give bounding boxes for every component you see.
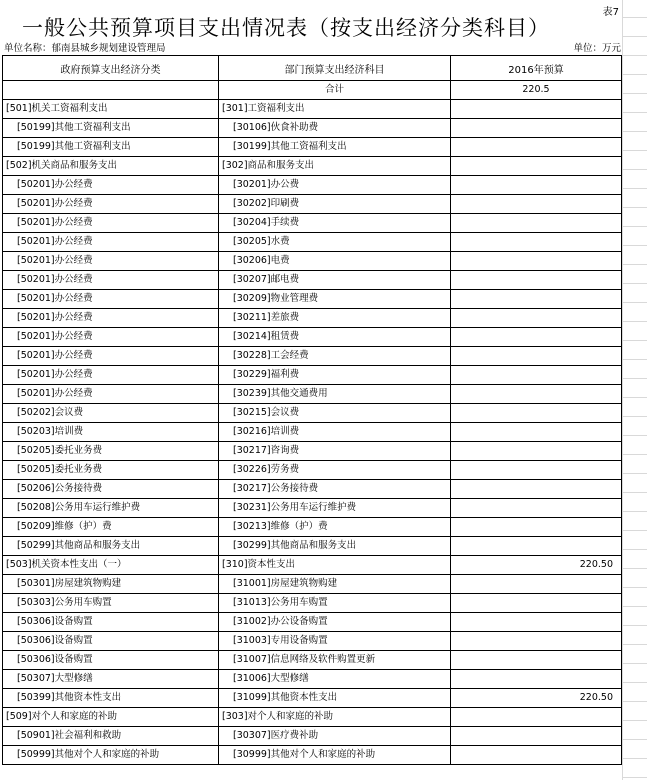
budget-value-cell: [451, 499, 622, 518]
dept-subject-cell: [30299]其他商品和服务支出: [219, 537, 451, 556]
budget-value-cell: [451, 176, 622, 195]
budget-value-cell: [451, 442, 622, 461]
gov-classification-cell: [50201]办公经费: [3, 195, 219, 214]
budget-value-cell: [451, 138, 622, 157]
dept-subject-cell: [30999]其他对个人和家庭的补助: [219, 746, 451, 765]
table-row: [3, 689, 622, 708]
gov-classification-cell: [50306]设备购置: [3, 632, 219, 651]
spreadsheet-grid-extension: [622, 0, 647, 780]
budget-value-cell: [451, 575, 622, 594]
gov-classification-cell: [50399]其他资本性支出: [3, 689, 219, 708]
dept-subject-cell: [30201]办公费: [219, 176, 451, 195]
gov-classification-cell: [50201]办公经费: [3, 309, 219, 328]
table-row: [3, 746, 622, 765]
table-row: [3, 328, 622, 347]
budget-value-cell: [451, 290, 622, 309]
gov-classification-cell: [50999]其他对个人和家庭的补助: [3, 746, 219, 765]
dept-subject-cell: [31001]房屋建筑物购建: [219, 575, 451, 594]
dept-subject-cell: [30213]维修（护）费: [219, 518, 451, 537]
budget-value-cell: [451, 613, 622, 632]
dept-subject-cell: [31013]公务用车购置: [219, 594, 451, 613]
total-label: 合计: [219, 81, 451, 100]
gov-classification-cell: [502]机关商品和服务支出: [3, 157, 219, 176]
gov-classification-cell: [50206]公务接待费: [3, 480, 219, 499]
budget-value-cell: [451, 537, 622, 556]
budget-value-cell: [451, 708, 622, 727]
gov-classification-cell: [50208]公务用车运行维护费: [3, 499, 219, 518]
dept-subject-cell: [30231]公务用车运行维护费: [219, 499, 451, 518]
dept-subject-cell: [30211]差旅费: [219, 309, 451, 328]
gov-classification-cell: [50201]办公经费: [3, 385, 219, 404]
budget-value-cell: [451, 632, 622, 651]
dept-subject-cell: [30204]手续费: [219, 214, 451, 233]
table-row: [3, 708, 622, 727]
dept-subject-cell: [30216]培训费: [219, 423, 451, 442]
budget-value-cell: [451, 252, 622, 271]
unit-currency: 单位：万元: [573, 43, 621, 54]
budget-value-cell: 220.50: [451, 556, 622, 575]
budget-value-cell: [451, 233, 622, 252]
budget-value-cell: [451, 214, 622, 233]
table-row: [3, 613, 622, 632]
unit-info-row: [4, 40, 621, 54]
budget-value-cell: [451, 404, 622, 423]
dept-subject-cell: [31099]其他资本性支出: [219, 689, 451, 708]
gov-classification-cell: [50307]大型修缮: [3, 670, 219, 689]
budget-value-cell: [451, 157, 622, 176]
dept-subject-cell: [30207]邮电费: [219, 271, 451, 290]
table-row: [3, 157, 622, 176]
table-number: 表7: [602, 7, 619, 18]
gov-classification-cell: [501]机关工资福利支出: [3, 100, 219, 119]
table-row: [3, 404, 622, 423]
gov-classification-cell: [50901]社会福利和救助: [3, 727, 219, 746]
gov-classification-cell: [50199]其他工资福利支出: [3, 138, 219, 157]
dept-subject-cell: [30106]伙食补助费: [219, 119, 451, 138]
budget-value-cell: [451, 347, 622, 366]
table-row: [3, 518, 622, 537]
table-row: [3, 499, 622, 518]
budget-value-cell: [451, 727, 622, 746]
dept-subject-cell: [301]工资福利支出: [219, 100, 451, 119]
gov-classification-cell: [50299]其他商品和服务支出: [3, 537, 219, 556]
dept-subject-cell: [30217]咨询费: [219, 442, 451, 461]
header-row: [3, 56, 622, 81]
gov-classification-cell: [50201]办公经费: [3, 271, 219, 290]
dept-subject-cell: [30307]医疗费补助: [219, 727, 451, 746]
budget-value-cell: [451, 385, 622, 404]
dept-subject-cell: [30228]工会经费: [219, 347, 451, 366]
table-row: [3, 119, 622, 138]
budget-value-cell: [451, 670, 622, 689]
dept-subject-cell: [303]对个人和家庭的补助: [219, 708, 451, 727]
dept-subject-cell: [31006]大型修缮: [219, 670, 451, 689]
budget-value-cell: [451, 271, 622, 290]
table-row: [3, 271, 622, 290]
budget-value-cell: [451, 100, 622, 119]
gov-classification-cell: [50201]办公经费: [3, 366, 219, 385]
page-title: 一般公共预算项目支出情况表（按支出经济分类科目）: [22, 16, 550, 40]
budget-value-cell: [451, 423, 622, 442]
gov-classification-cell: [50199]其他工资福利支出: [3, 119, 219, 138]
table-row: [3, 176, 622, 195]
gov-classification-cell: [509]对个人和家庭的补助: [3, 708, 219, 727]
unit-name: 单位名称：郁南县城乡规划建设管理局: [4, 43, 166, 54]
table-row: [3, 252, 622, 271]
header-dept-subject: 部门预算支出经济科目: [219, 56, 451, 81]
table-row: [3, 632, 622, 651]
dept-subject-cell: [30215]会议费: [219, 404, 451, 423]
total-row: [3, 81, 622, 100]
table-row: [3, 537, 622, 556]
dept-subject-cell: [30239]其他交通费用: [219, 385, 451, 404]
dept-subject-cell: [30199]其他工资福利支出: [219, 138, 451, 157]
table-row: [3, 290, 622, 309]
total-value: 220.5: [451, 81, 622, 100]
gov-classification-cell: [503]机关资本性支出（一）: [3, 556, 219, 575]
dept-subject-cell: [30226]劳务费: [219, 461, 451, 480]
dept-subject-cell: [30209]物业管理费: [219, 290, 451, 309]
table-row: [3, 480, 622, 499]
budget-value-cell: [451, 195, 622, 214]
header-budget-2016: 2016年预算: [451, 56, 622, 81]
dept-subject-cell: [31007]信息网络及软件购置更新: [219, 651, 451, 670]
header-gov-classification: 政府预算支出经济分类: [3, 56, 219, 81]
dept-subject-cell: [30206]电费: [219, 252, 451, 271]
table-row: [3, 651, 622, 670]
budget-value-cell: [451, 594, 622, 613]
gov-classification-cell: [50205]委托业务费: [3, 461, 219, 480]
gov-classification-cell: [50201]办公经费: [3, 214, 219, 233]
table-row: [3, 233, 622, 252]
gov-classification-cell: [50301]房屋建筑物购建: [3, 575, 219, 594]
gov-classification-cell: [50201]办公经费: [3, 252, 219, 271]
table-row: [3, 556, 622, 575]
table-row: [3, 214, 622, 233]
budget-value-cell: [451, 746, 622, 765]
table-row: [3, 138, 622, 157]
dept-subject-cell: [30202]印刷费: [219, 195, 451, 214]
budget-value-cell: [451, 461, 622, 480]
gov-classification-cell: [50201]办公经费: [3, 290, 219, 309]
table-row: [3, 195, 622, 214]
dept-subject-cell: [30229]福利费: [219, 366, 451, 385]
dept-subject-cell: [31002]办公设备购置: [219, 613, 451, 632]
gov-classification-cell: [50201]办公经费: [3, 233, 219, 252]
gov-classification-cell: [50202]会议费: [3, 404, 219, 423]
table-row: [3, 575, 622, 594]
budget-value-cell: [451, 651, 622, 670]
table-row: [3, 727, 622, 746]
expenditure-table: [2, 55, 622, 765]
gov-classification-cell: [50209]维修（护）费: [3, 518, 219, 537]
budget-value-cell: [451, 480, 622, 499]
budget-value-cell: [451, 119, 622, 138]
dept-subject-cell: [30205]水费: [219, 233, 451, 252]
budget-value-cell: [451, 518, 622, 537]
dept-subject-cell: [31003]专用设备购置: [219, 632, 451, 651]
table-row: [3, 385, 622, 404]
budget-value-cell: [451, 328, 622, 347]
budget-value-cell: [451, 366, 622, 385]
table-row: [3, 347, 622, 366]
gov-classification-cell: [50203]培训费: [3, 423, 219, 442]
table-row: [3, 594, 622, 613]
table-row: [3, 100, 622, 119]
table-row: [3, 366, 622, 385]
gov-classification-cell: [50306]设备购置: [3, 651, 219, 670]
budget-value-cell: 220.50: [451, 689, 622, 708]
gov-classification-cell: [50201]办公经费: [3, 328, 219, 347]
dept-subject-cell: [30217]公务接待费: [219, 480, 451, 499]
dept-subject-cell: [30214]租赁费: [219, 328, 451, 347]
table-row: [3, 670, 622, 689]
budget-value-cell: [451, 309, 622, 328]
total-empty-cell: [3, 81, 219, 100]
gov-classification-cell: [50303]公务用车购置: [3, 594, 219, 613]
table-row: [3, 442, 622, 461]
gov-classification-cell: [50201]办公经费: [3, 347, 219, 366]
gov-classification-cell: [50205]委托业务费: [3, 442, 219, 461]
gov-classification-cell: [50306]设备购置: [3, 613, 219, 632]
gov-classification-cell: [50201]办公经费: [3, 176, 219, 195]
dept-subject-cell: [302]商品和服务支出: [219, 157, 451, 176]
table-row: [3, 423, 622, 442]
dept-subject-cell: [310]资本性支出: [219, 556, 451, 575]
table-row: [3, 309, 622, 328]
table-row: [3, 461, 622, 480]
